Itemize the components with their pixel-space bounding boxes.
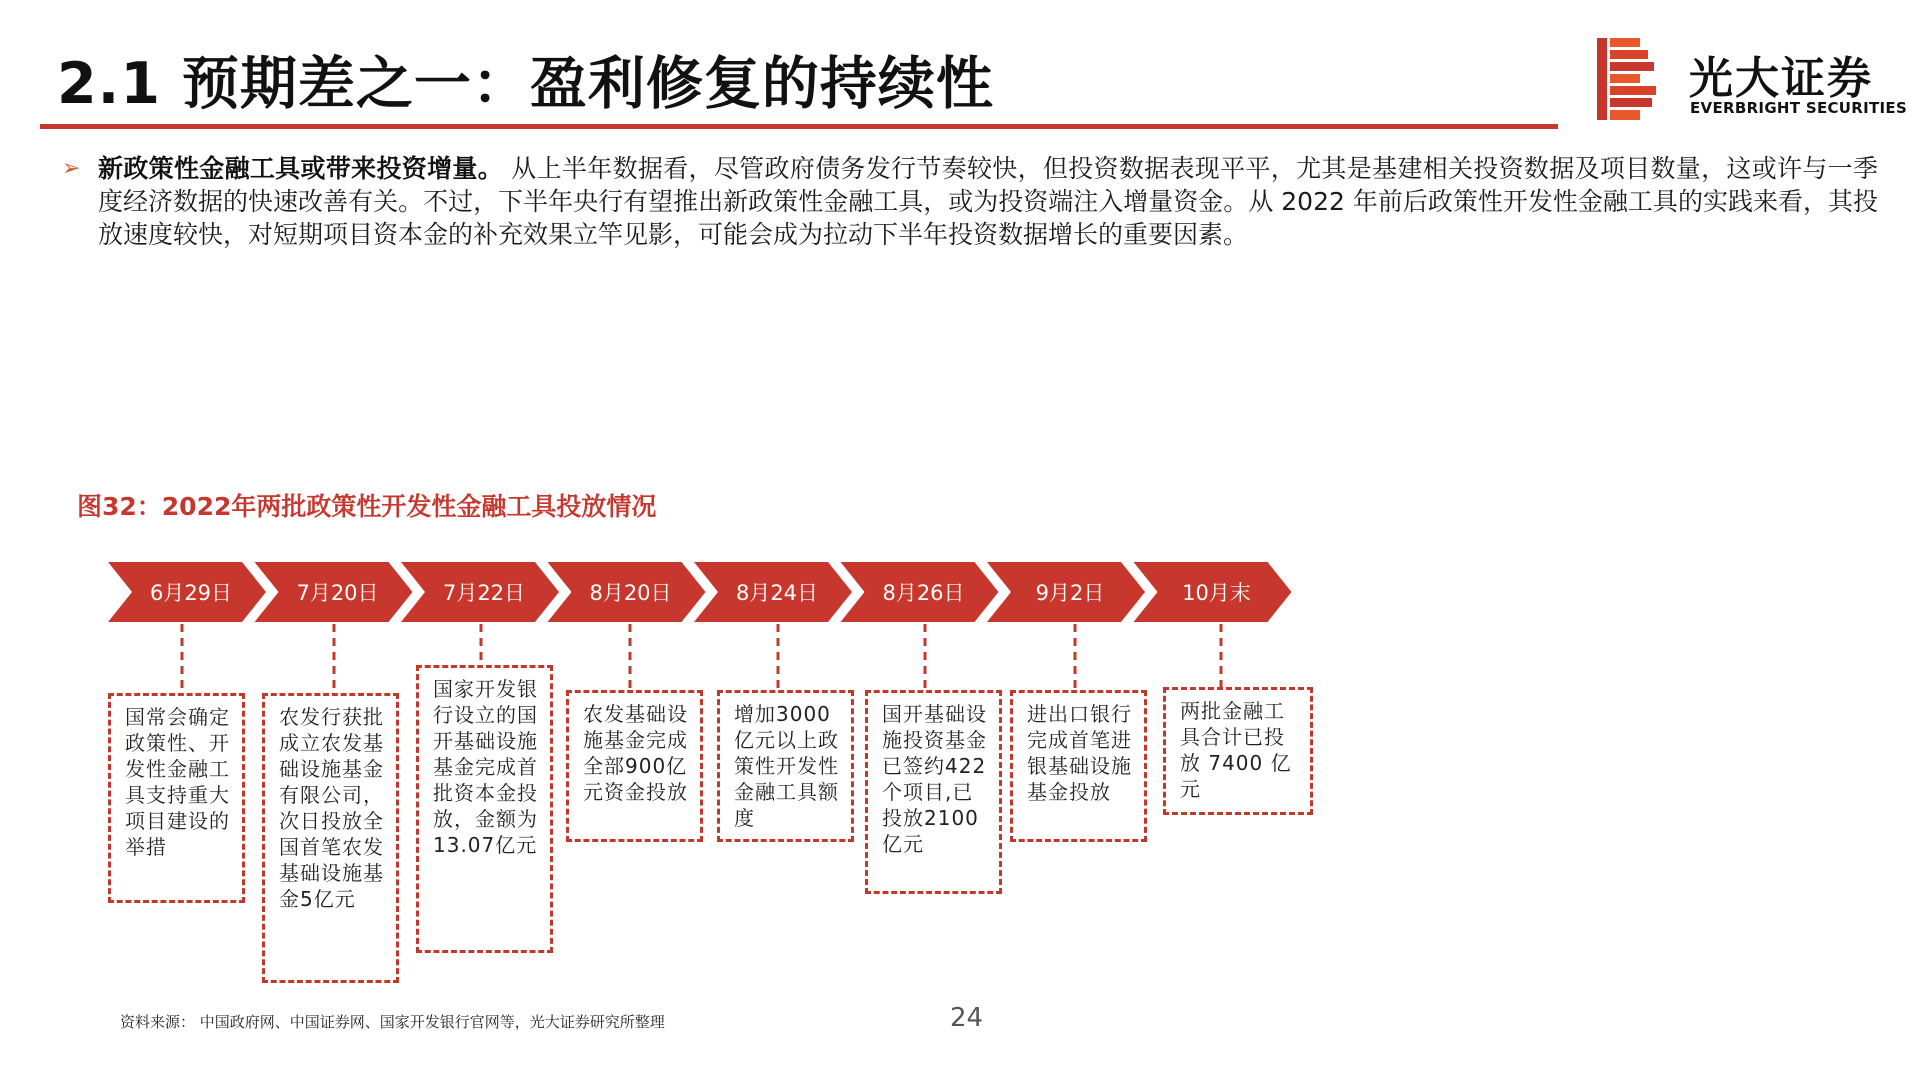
slide-title: 2.1 预期差之一：盈利修复的持续性	[57, 51, 994, 117]
timeline-note: 国家开发银行设立的国开基础设施基金完成首批资本金投放，金额为13.07亿元	[416, 665, 553, 953]
timeline-note: 农发基础设施基金完成全部900亿元资金投放	[566, 690, 703, 842]
timeline-note: 进出口银行完成首笔进银基础设施基金投放	[1010, 690, 1147, 842]
logo-chinese-name: 光大证券	[1689, 53, 1873, 104]
timeline-note: 国开基础设施投资基金已签约422个项目,已投放2100亿元	[865, 690, 1002, 894]
timeline-date-label: 8月20日	[589, 581, 672, 605]
timeline-note: 国常会确定政策性、开发性金融工具支持重大项目建设的举措	[108, 693, 245, 903]
timeline-date-label: 7月22日	[442, 581, 526, 605]
figure-caption: 图32：2022年两批政策性开发性金融工具投放情况	[77, 492, 657, 521]
timeline-date-label: 10月末	[1182, 581, 1251, 605]
timeline-date-label: 6月29日	[149, 581, 233, 605]
timeline-date-label: 7月20日	[296, 581, 379, 605]
timeline-note: 农发行获批成立农发基础设施基金有限公司，次日投放全国首笔农发基础设施基金5亿元	[262, 693, 399, 983]
arrow-bullet-icon: ➢	[62, 156, 81, 181]
page-number: 24	[950, 1003, 984, 1033]
timeline-note: 增加3000亿元以上政策性开发性金融工具额度	[717, 690, 854, 842]
timeline-date-label: 8月26日	[882, 581, 965, 605]
bullet-body: 从上半年数据看，尽管政府债务发行节奏较快，但投资数据表现平平，尤其是基建相关投资数据及项目数量，这或许与一季度经济数据的快速改善有关。不过，下半年央行有望推出新政策性金融工具，或为投资端注入增量资金。从 2022 年前后政策性开发性金融工具的实践来看，其投放速度较快，对短期项目资本金的补充效果立竿见影，可能会成为拉动下半年投资数据增长的重要因素。	[98, 154, 1878, 249]
logo-english-name: EVERBRIGHT SECURITIES	[1690, 99, 1908, 117]
source-note: 资料来源： 中国政府网、中国证券网、国家开发银行官网等，光大证券研究所整理	[120, 1013, 665, 1031]
timeline-date-label: 9月2日	[1035, 581, 1105, 605]
timeline-note: 两批金融工具合计已投放 7400 亿元	[1163, 687, 1313, 815]
timeline-date-label: 8月24日	[735, 581, 819, 605]
bullet-lead: 新政策性金融工具或带来投资增量。	[98, 154, 504, 183]
